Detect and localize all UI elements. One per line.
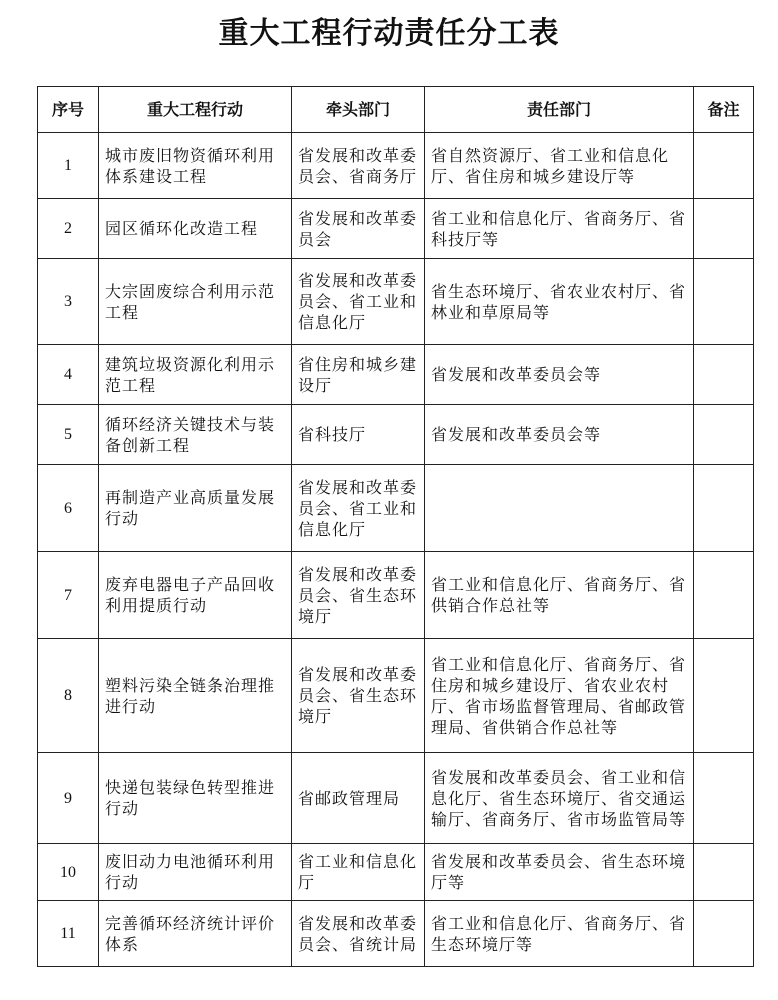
row-responsible-dept: 省发展和改革委员会、省生态环境厅等 [425,844,694,901]
table-row [38,259,754,345]
row-no: 7 [38,552,99,639]
row-responsible-dept: 省工业和信息化厅、省商务厅、省供销合作总社等 [425,552,694,639]
row-no: 1 [38,133,99,199]
row-project: 大宗固废综合利用示范工程 [99,259,292,345]
row-responsible-dept: 省发展和改革委员会、省工业和信息化厅、省生态环境厅、省交通运输厅、省商务厅、省市场监管局等 [425,753,694,844]
row-lead-dept: 省发展和改革委员会、省商务厅 [292,133,425,199]
row-responsible-dept: 省发展和改革委员会等 [425,345,694,405]
row-note [694,133,754,199]
row-note [694,753,754,844]
row-project: 建筑垃圾资源化利用示范工程 [99,345,292,405]
row-project: 再制造产业高质量发展行动 [99,465,292,552]
row-note [694,552,754,639]
row-lead-dept: 省发展和改革委员会、省工业和信息化厅 [292,259,425,345]
table-row [38,753,754,844]
row-responsible-dept: 省工业和信息化厅、省商务厅、省生态环境厅等 [425,901,694,967]
responsibility-table [37,86,754,967]
page-title: 重大工程行动责任分工表 [218,16,560,51]
row-lead-dept: 省住房和城乡建设厅 [292,345,425,405]
row-no: 6 [38,465,99,552]
row-lead-dept: 省发展和改革委员会、省生态环境厅 [292,639,425,753]
header-project: 重大工程行动 [99,87,292,133]
row-project: 园区循环化改造工程 [99,199,292,259]
row-responsible-dept: 省自然资源厅、省工业和信息化厅、省住房和城乡建设厅等 [425,133,694,199]
table-row [38,405,754,465]
row-lead-dept: 省发展和改革委员会 [292,199,425,259]
row-project: 快递包装绿色转型推进行动 [99,753,292,844]
row-responsible-dept [425,465,694,552]
row-project: 循环经济关键技术与装备创新工程 [99,405,292,465]
table-row [38,639,754,753]
row-lead-dept: 省发展和改革委员会、省工业和信息化厅 [292,465,425,552]
row-project: 塑料污染全链条治理推进行动 [99,639,292,753]
row-no: 8 [38,639,99,753]
row-note [694,345,754,405]
table-row [38,133,754,199]
row-responsible-dept: 省发展和改革委员会等 [425,405,694,465]
row-note [694,844,754,901]
row-no: 4 [38,345,99,405]
row-note [694,405,754,465]
table-row [38,844,754,901]
row-lead-dept: 省工业和信息化厅 [292,844,425,901]
table-row [38,901,754,967]
row-note [694,259,754,345]
row-responsible-dept: 省工业和信息化厅、省商务厅、省科技厅等 [425,199,694,259]
row-project: 城市废旧物资循环利用体系建设工程 [99,133,292,199]
table-row [38,345,754,405]
row-lead-dept: 省科技厅 [292,405,425,465]
header-responsible-dept: 责任部门 [425,87,694,133]
row-project: 废旧动力电池循环利用行动 [99,844,292,901]
table-row [38,199,754,259]
row-no: 11 [38,901,99,967]
row-no: 3 [38,259,99,345]
row-no: 2 [38,199,99,259]
row-no: 10 [38,844,99,901]
row-note [694,465,754,552]
row-project: 废弃电器电子产品回收利用提质行动 [99,552,292,639]
header-lead-dept: 牵头部门 [292,87,425,133]
table-row [38,465,754,552]
row-lead-dept: 省发展和改革委员会、省统计局 [292,901,425,967]
row-responsible-dept: 省工业和信息化厅、省商务厅、省住房和城乡建设厅、省农业农村厅、省市场监督管理局、省邮政管理局、省供销合作总社等 [425,639,694,753]
table-row [38,552,754,639]
row-note [694,901,754,967]
row-note [694,639,754,753]
table-header-row [38,87,754,133]
row-note [694,199,754,259]
header-no: 序号 [38,87,99,133]
row-no: 5 [38,405,99,465]
row-responsible-dept: 省生态环境厅、省农业农村厅、省林业和草原局等 [425,259,694,345]
row-no: 9 [38,753,99,844]
row-lead-dept: 省邮政管理局 [292,753,425,844]
row-project: 完善循环经济统计评价体系 [99,901,292,967]
row-lead-dept: 省发展和改革委员会、省生态环境厅 [292,552,425,639]
header-note: 备注 [694,87,754,133]
